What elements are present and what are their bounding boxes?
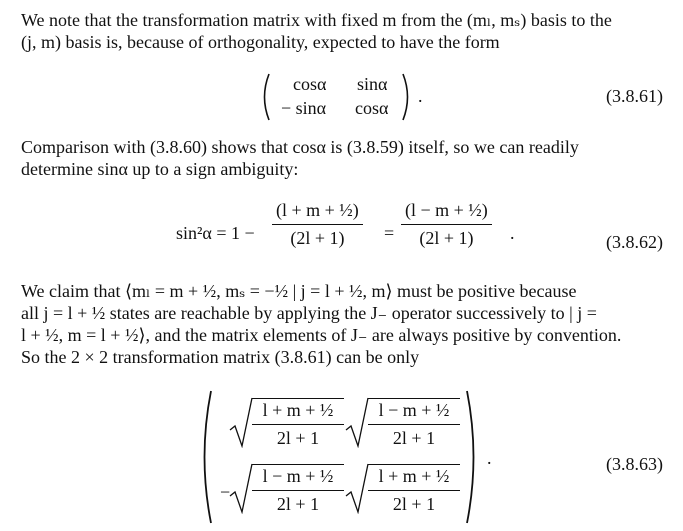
eq63-d-denominator: 2l + 1: [392, 494, 436, 514]
eq63-dot: .: [487, 448, 492, 468]
eq61-right-paren: [400, 72, 414, 122]
paragraph-3-line-2: all j = l + ½ states are reachable by applying the J₋ operator successively to | j =: [21, 303, 597, 323]
paragraph-2-line-1: Comparison with (3.8.60) shows that cosα is (3.8.59) itself, so we can readily: [21, 137, 579, 157]
paragraph-3: [21, 280, 663, 368]
eq62-number: (3.8.62): [606, 232, 663, 252]
eq63-b-numerator: l − m + ½: [368, 400, 460, 425]
eq61-number: (3.8.61): [606, 86, 663, 106]
eq63-c-minus: −: [220, 482, 231, 502]
eq63-a-numerator: l + m + ½: [252, 400, 344, 425]
eq62-numerator-2: (l − m + ½): [401, 200, 492, 225]
eq63-b-denominator: 2l + 1: [392, 428, 436, 448]
paragraph-2: [21, 136, 663, 180]
eq62-fraction-2: [401, 200, 492, 249]
eq61-r2c2: cosα: [355, 98, 389, 118]
eq63-d-vinculum: [368, 464, 460, 465]
eq62-lhs: sin²α = 1 −: [176, 223, 255, 243]
eq63-d-radical: [344, 462, 370, 514]
eq63-b-vinculum: [368, 398, 460, 399]
equation-3-8-62: [0, 198, 683, 268]
eq62-denominator-2: (2l + 1): [419, 228, 474, 248]
eq63-c-denominator: 2l + 1: [276, 494, 320, 514]
eq62-equals: =: [384, 223, 395, 243]
eq63-d-numerator: l + m + ½: [368, 466, 460, 491]
eq63-c-fraction: [252, 466, 344, 515]
eq63-b-fraction: [368, 400, 460, 449]
eq62-denominator-1: (2l + 1): [290, 228, 345, 248]
eq63-c-vinculum: [252, 464, 344, 465]
equation-3-8-61: [0, 72, 683, 124]
eq61-r1c1: cosα: [293, 74, 327, 94]
eq63-b-radical: [344, 396, 370, 448]
eq63-a-fraction: [252, 400, 344, 449]
paragraph-3-line-4: So the 2 × 2 transformation matrix (3.8.61) can be only: [21, 347, 420, 367]
eq63-d-fraction: [368, 466, 460, 515]
eq61-left-paren: [258, 72, 272, 122]
eq61-dot: .: [418, 86, 423, 106]
paragraph-1-line-1: We note that the transformation matrix with fixed m from the (mₗ, mₛ) basis to the: [21, 10, 612, 30]
eq61-r1c2: sinα: [357, 74, 388, 94]
paragraph-3-line-3: l + ½, m = l + ½⟩, and the matrix elements of J₋ are always positive by convention.: [21, 325, 622, 345]
eq63-a-vinculum: [252, 398, 344, 399]
eq63-c-radical: [228, 462, 254, 514]
eq63-number: (3.8.63): [606, 454, 663, 474]
eq63-left-paren: [196, 388, 214, 526]
eq63-a-radical: [228, 396, 254, 448]
eq61-r2c1: − sinα: [281, 98, 327, 118]
eq62-fraction-1: [272, 200, 363, 249]
eq63-c-numerator: l − m + ½: [252, 466, 344, 491]
eq62-numerator-1: (l + m + ½): [272, 200, 363, 225]
paragraph-3-line-1: We claim that ⟨mₗ = m + ½, mₛ = −½ | j = l + ½, m⟩ must be positive because: [21, 281, 577, 301]
eq62-dot: .: [510, 223, 515, 243]
equation-3-8-63: [0, 388, 683, 528]
paragraph-2-line-2: determine sinα up to a sign ambiguity:: [21, 159, 299, 179]
eq63-right-paren: [464, 388, 482, 526]
paragraph-1: [21, 9, 663, 53]
paragraph-1-line-2: (j, m) basis is, because of orthogonality, expected to have the form: [21, 32, 500, 52]
eq63-a-denominator: 2l + 1: [276, 428, 320, 448]
